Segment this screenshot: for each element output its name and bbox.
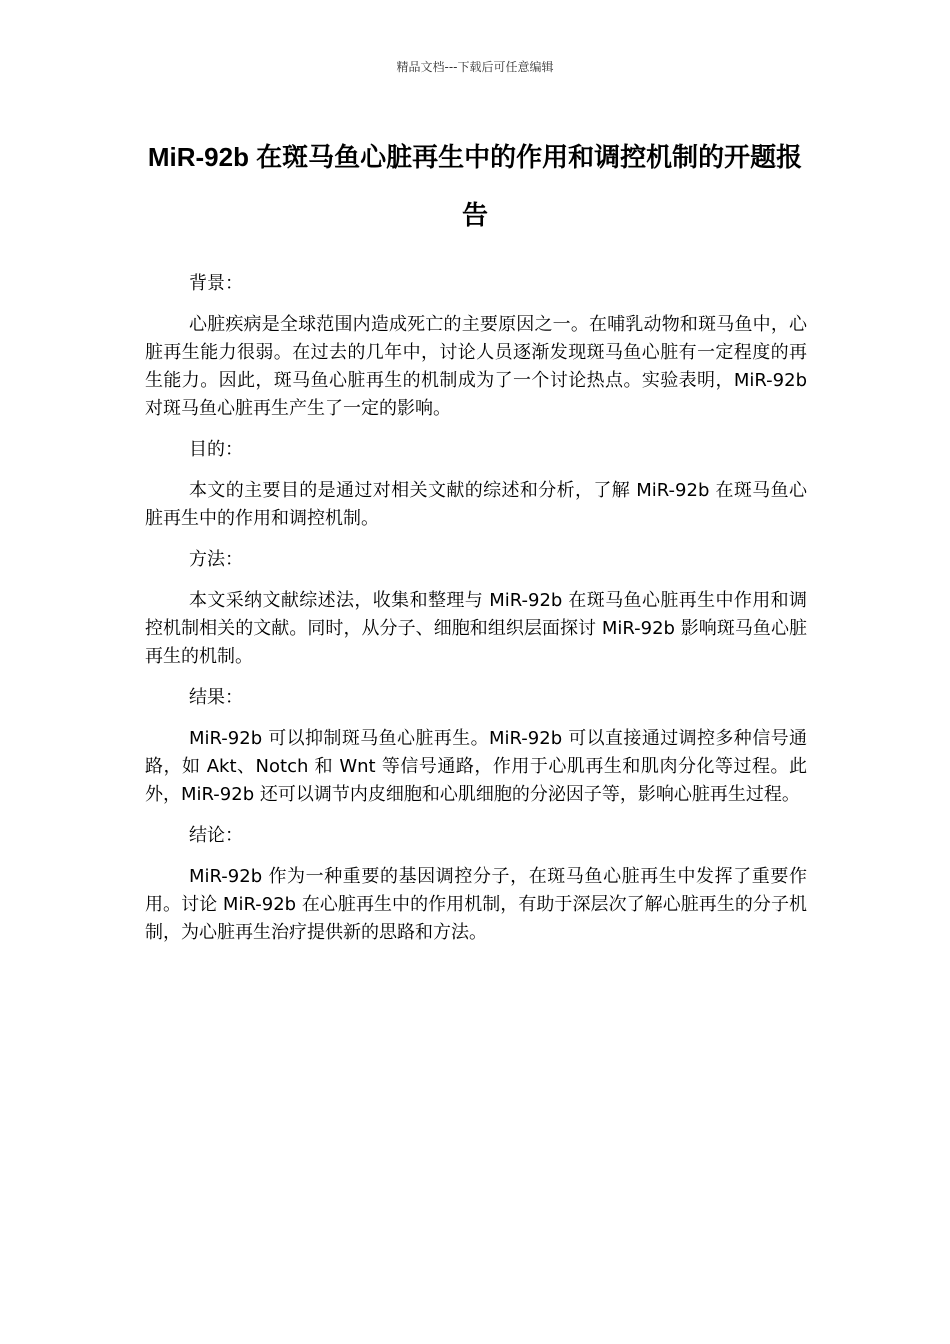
section-body-conclusion: MiR-92b 作为一种重要的基因调控分子，在斑马鱼心脏再生中发挥了重要作用。讨论 MiR-92b 在心脏再生中的作用机制，有助于深层次了解心脏再生的分子机制，为心脏再生治疗提供新的思路和方法。 bbox=[145, 866, 807, 943]
section-body-results: MiR-92b 可以抑制斑马鱼心脏再生。MiR-92b 可以直接通过调控多种信号通路，如 Akt、Notch 和 Wnt 等信号通路，作用于心肌再生和肌肉分化等过程。此外，MiR-92b 还可以调节内皮细胞和心肌细胞的分泌因子等，影响心脏再生过程。 bbox=[145, 728, 807, 805]
document-body bbox=[145, 270, 807, 960]
section-body-background: 心脏疾病是全球范围内造成死亡的主要原因之一。在哺乳动物和斑马鱼中，心脏再生能力很弱。在过去的几年中，讨论人员逐渐发现斑马鱼心脏有一定程度的再生能力。因此，斑马鱼心脏再生的机制成为了一个讨论热点。实验表明，MiR-92b 对斑马鱼心脏再生产生了一定的影响。 bbox=[145, 314, 807, 419]
section-heading-conclusion: 结论： bbox=[189, 825, 243, 846]
section-heading-results: 结果： bbox=[189, 687, 243, 708]
section-body-method: 本文采纳文献综述法，收集和整理与 MiR-92b 在斑马鱼心脏再生中作用和调控机制相关的文献。同时，从分子、细胞和组织层面探讨 MiR-92b 影响斑马鱼心脏再生的机制。 bbox=[145, 590, 807, 667]
section-body-purpose: 本文的主要目的是通过对相关文献的综述和分析，了解 MiR-92b 在斑马鱼心脏再生中的作用和调控机制。 bbox=[145, 480, 807, 529]
section-heading-purpose: 目的： bbox=[189, 439, 243, 460]
document-title: MiR-92b 在斑马鱼心脏再生中的作用和调控机制的开题报告 bbox=[147, 142, 803, 230]
section-heading-method: 方法： bbox=[189, 549, 243, 570]
section-heading-background: 背景： bbox=[189, 273, 243, 294]
page-header: 精品文档---下载后可任意编辑 bbox=[396, 60, 554, 74]
